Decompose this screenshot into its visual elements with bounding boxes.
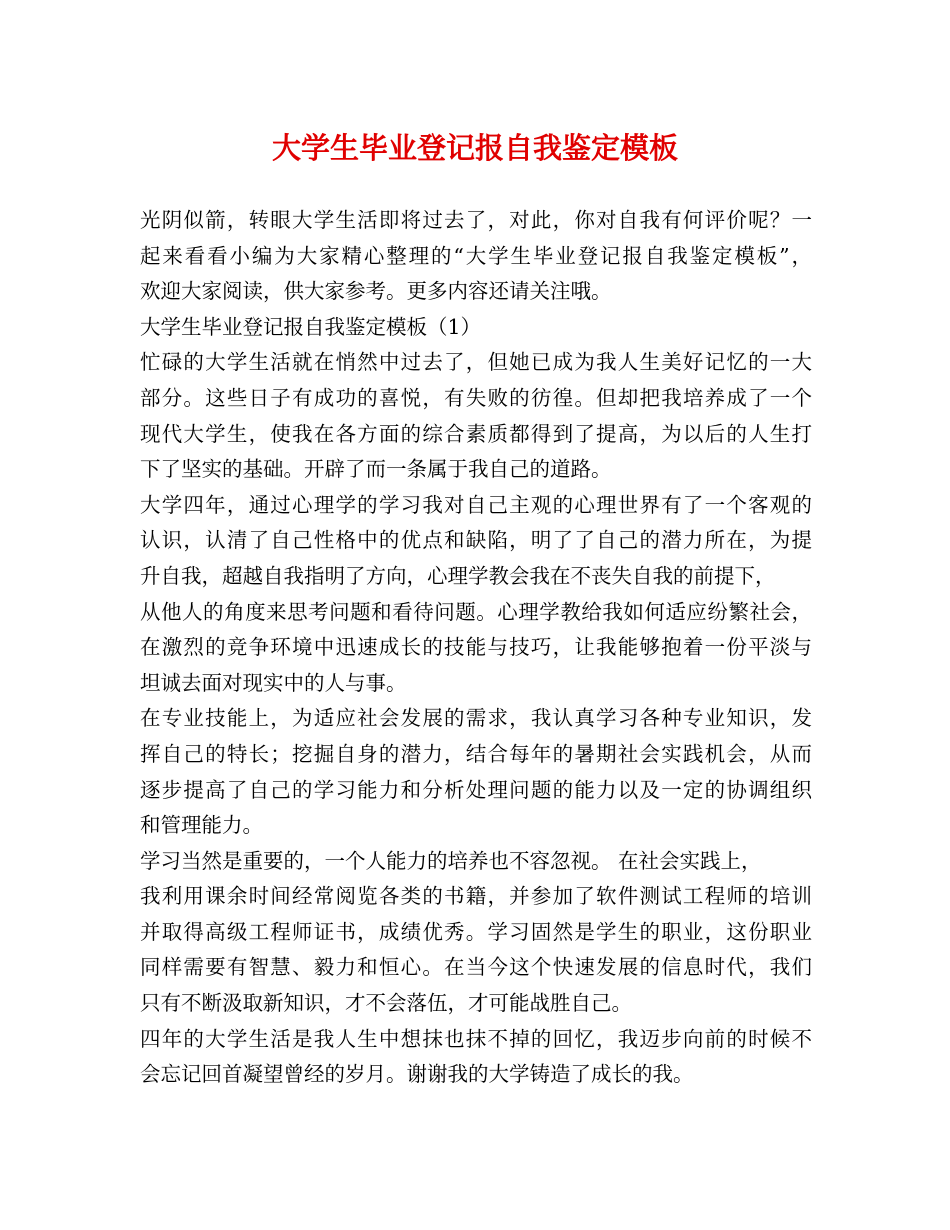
document-body [140, 203, 812, 1093]
text-line: 四年的大学生活是我人生中想抹也抹不掉的回忆，我迈步向前的时候不 [140, 1026, 812, 1051]
text-line: 光阴似箭，转眼大学生活即将过去了，对此，你对自我有何评价呢？一 [140, 208, 812, 232]
text-line: 忙碌的大学生活就在悄然中过去了，但她已成为我人生美好记忆的一大 [140, 350, 812, 375]
text-line: 我利用课余时间经常阅览各类的书籍，并参加了软件测试工程师的培训 [140, 884, 812, 909]
text-line: 逐步提高了自己的学习能力和分析处理问题的能力以及一定的协调组织 [140, 777, 812, 802]
text-line: 部分。这些日子有成功的喜悦，有失败的彷徨。但却把我培养成了一个 [140, 385, 812, 410]
text-line: 认识，认清了自己性格中的优点和缺陷，明了了自己的潜力所在，为提 [140, 528, 812, 553]
text-line: 和管理能力。 [140, 813, 263, 838]
text-line: 起来看看小编为大家精心整理的“大学生毕业登记报自我鉴定模板”， [140, 243, 812, 268]
text-line: 大学四年，通过心理学的学习我对自己主观的心理世界有了一个客观的 [140, 492, 812, 517]
text-line: 同样需要有智慧、毅力和恒心。在当今这个快速发展的信息时代，我们 [140, 955, 812, 980]
text-line: 并取得高级工程师证书，成绩优秀。学习固然是学生的职业，这份职业 [140, 919, 812, 944]
document-title: 大学生毕业登记报自我鉴定模板 [271, 131, 678, 165]
text-line: 下了坚实的基础。开辟了而一条属于我自己的道路。 [140, 457, 612, 482]
text-line: 升自我，超越自我指明了方向，心理学教会我在不丧失自我的前提下， [140, 563, 776, 588]
text-line: 会忘记回首凝望曾经的岁月。谢谢我的大学铸造了成长的我。 [140, 1062, 694, 1087]
text-line: 在专业技能上，为适应社会发展的需求，我认真学习各种专业知识，发 [140, 706, 812, 731]
text-line: 在激烈的竞争环境中迅速成长的技能与技巧，让我能够抱着一份平淡与 [140, 635, 812, 660]
text-line: 只有不断汲取新知识，才不会落伍，才可能战胜自己。 [140, 991, 632, 1016]
text-line: 挥自己的特长；挖掘自身的潜力，结合每年的暑期社会实践机会，从而 [140, 741, 812, 766]
text-line: 欢迎大家阅读，供大家参考。更多内容还请关注哦。 [140, 279, 612, 304]
text-line: 现代大学生，使我在各方面的综合素质都得到了提高，为以后的人生打 [140, 421, 812, 446]
text-line: 坦诚去面对现实中的人与事。 [140, 670, 407, 695]
text-line: 从他人的角度来思考问题和看待问题。心理学教给我如何适应纷繁社会， [140, 599, 812, 624]
section-heading: 大学生毕业登记报自我鉴定模板（1） [140, 314, 482, 339]
text-line: 学习当然是重要的，一个人能力的培养也不容忽视。 在社会实践上， [140, 848, 762, 873]
